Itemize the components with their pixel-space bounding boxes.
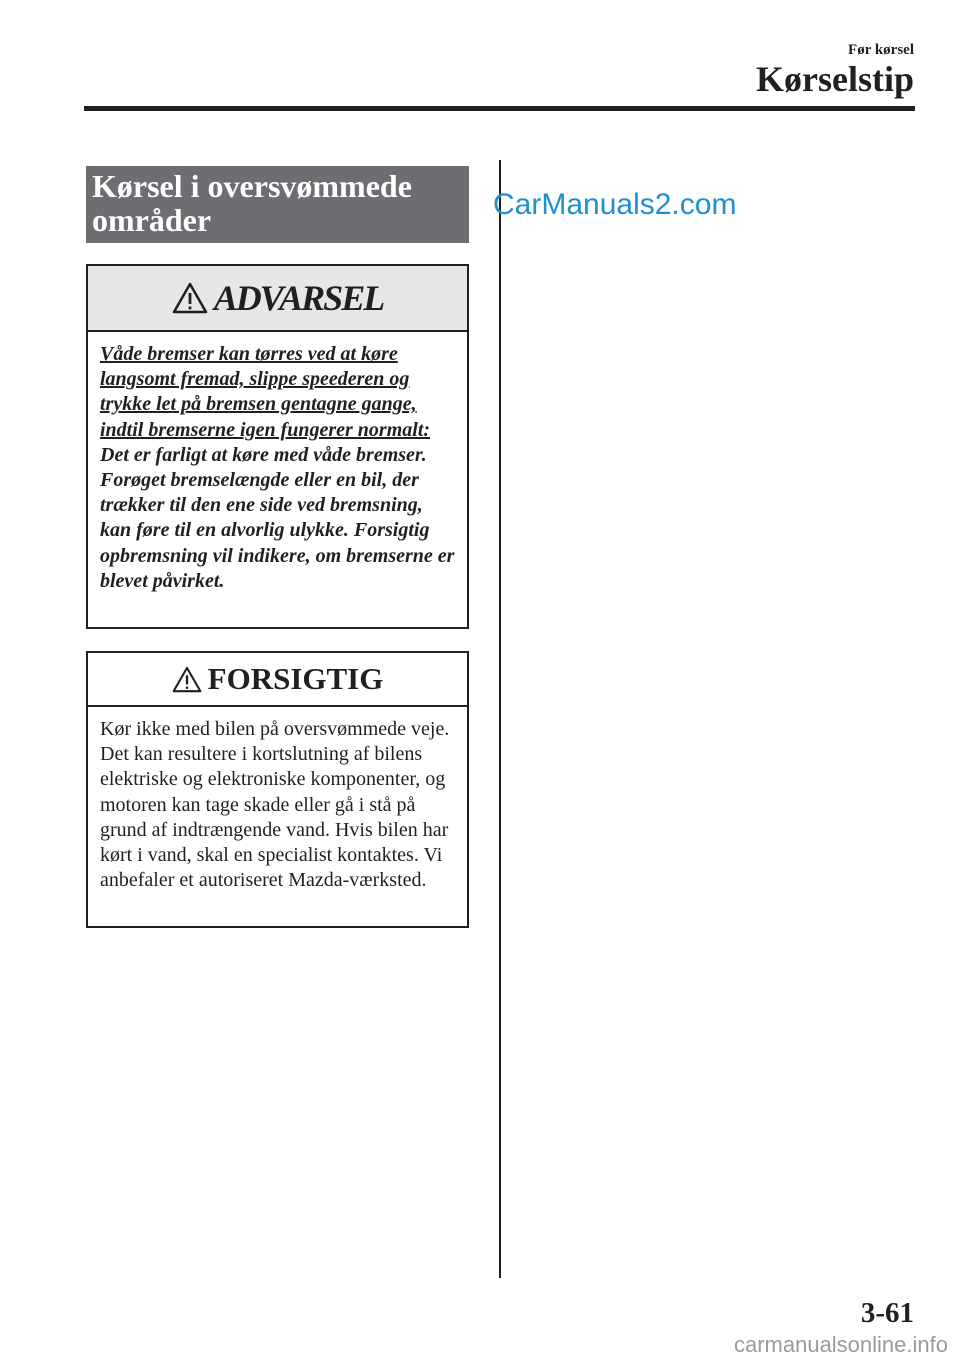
caution-box-header	[88, 653, 467, 707]
watermark-link[interactable]: CarManuals2.com	[493, 188, 737, 221]
warning-box-header	[88, 266, 467, 332]
topic-heading: Kørsel i oversvømmede områder	[86, 166, 469, 243]
caution-text: Kør ikke med bilen på oversvømmede veje. Det kan resultere i kortslutning af bilens elektriske og elektroniske komponenter, og motoren kan tage skade eller gå i stå på grund af indtrængende vand. Hvis bilen har kørt i vand, skal en specialist kontaktes. Vi anbefaler et autoriseret Mazda-værksted.	[100, 718, 450, 892]
footer-watermark-link[interactable]: carmanualsonline.info	[733, 1332, 948, 1357]
warning-triangle-icon	[172, 282, 208, 314]
caution-label: FORSIGTIG	[207, 661, 384, 696]
page-number: 3-61	[860, 1297, 914, 1329]
warning-body	[88, 332, 467, 594]
chapter-title: Før kørsel	[848, 42, 914, 58]
warning-label: ADVARSEL	[213, 278, 384, 318]
warning-triangle-icon	[172, 666, 202, 693]
caution-box	[86, 651, 469, 928]
column-divider	[499, 160, 501, 1278]
warning-text: Det er farligt at køre med våde bremser. Forøget bremselængde eller en bil, der trækker til den ene side ved bremsning, kan føre til en alvorlig ulykke. Forsigtig opbremsning vil indikere, om bremserne er blevet påvirket.	[100, 443, 455, 592]
warning-lead-text: Våde bremser kan tørres ved at køre langsomt fremad, slippe speederen og trykke let på bremsen gentagne gange, indtil bremserne igen fungerer normalt:	[100, 343, 431, 441]
header-rule	[84, 106, 915, 111]
section-title: Kørselstip	[756, 59, 914, 99]
caution-body	[88, 707, 467, 893]
warning-box	[86, 264, 469, 629]
